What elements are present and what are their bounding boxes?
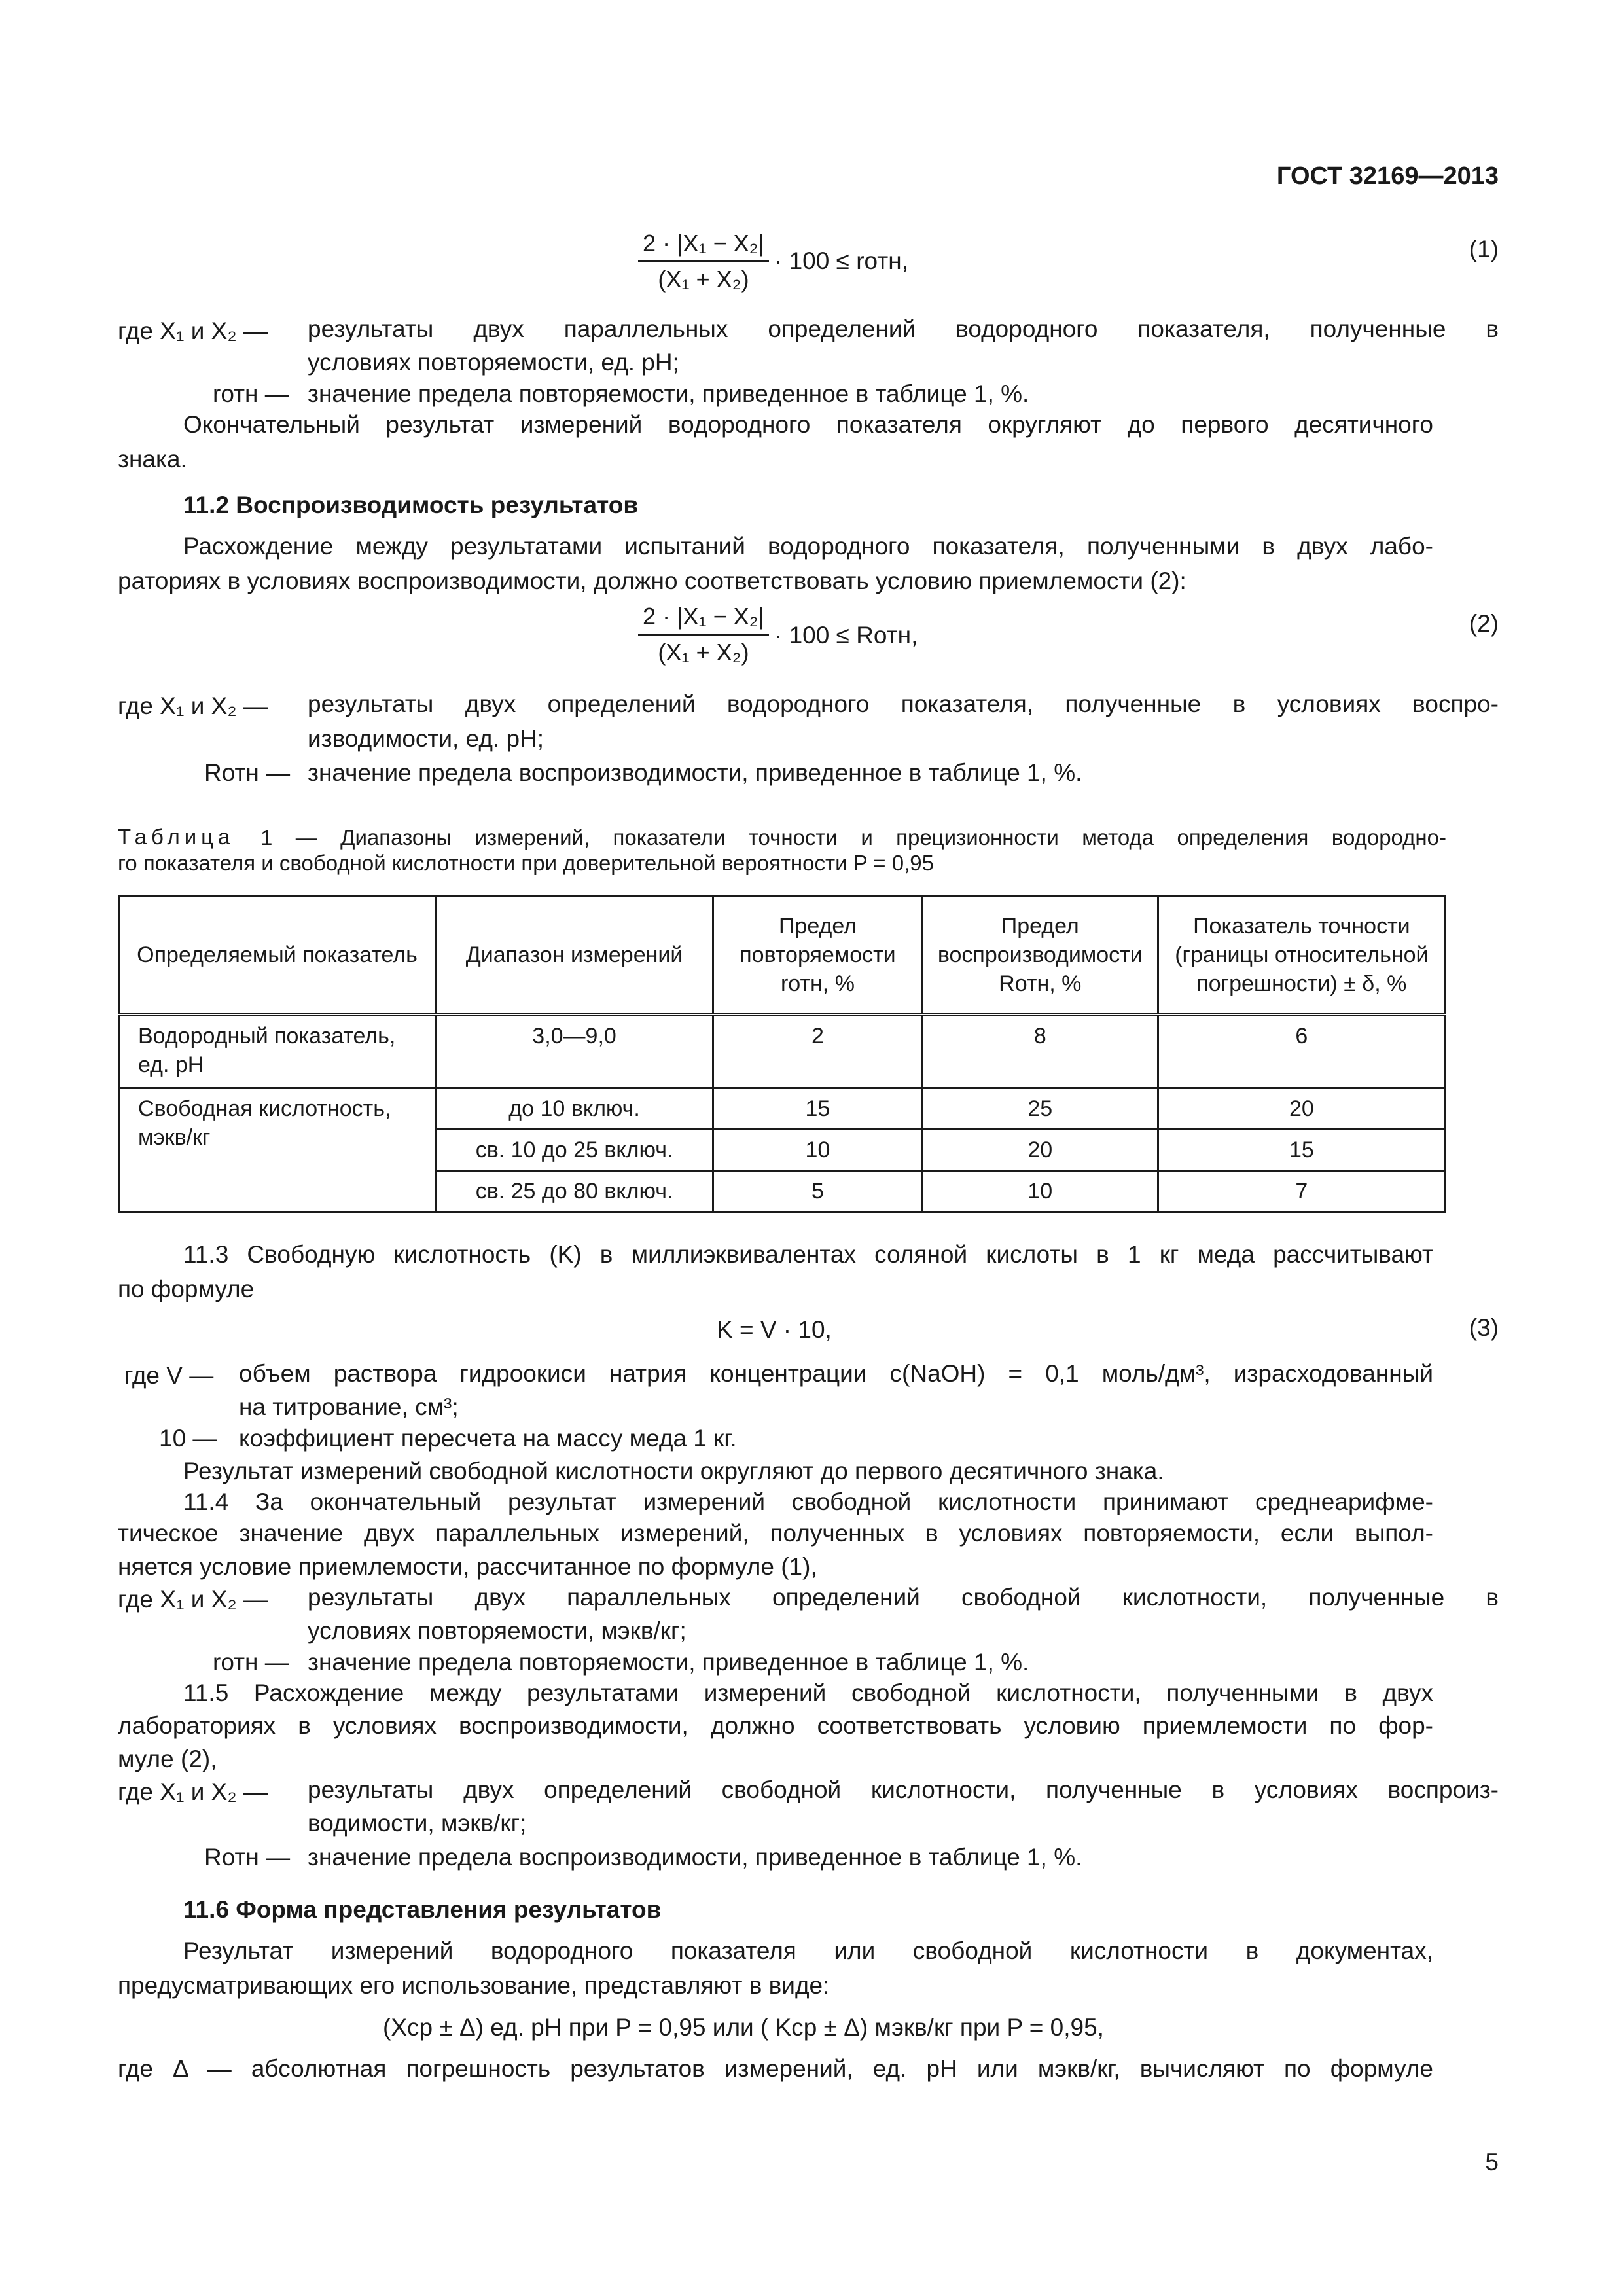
table-row (119, 1014, 1446, 1088)
paragraph: раториях в условиях воспроизводимости, должно соответствовать условию приемлемости (2): (118, 567, 1186, 594)
formula-2-numerator: 2 · |X₁ − X₂| (643, 603, 764, 630)
table-header-row (119, 897, 1446, 1015)
paragraph: муле (2), (118, 1746, 217, 1772)
table-caption: го показателя и свободной кислотности при доверительной вероятности P = 0,95 (118, 851, 934, 875)
table-cell: 3,0—9,0 (436, 1014, 713, 1088)
def-label: Rотн — (204, 759, 291, 786)
def-text: результаты двух определений свободной кислотности, полученные в условиях воспроиз- (308, 1776, 1499, 1803)
def-text: на титрование, см³; (239, 1393, 459, 1420)
table-cell: Свободная кислотность, мэкв/кг (119, 1088, 436, 1212)
document-id: ГОСТ 32169—2013 (1276, 162, 1499, 190)
formula-2-number: (2) (1469, 610, 1499, 637)
formula-1-number: (1) (1469, 236, 1499, 262)
def-label: где X₁ и X₂ — (118, 317, 268, 344)
section-heading: 11.6 Форма представления результатов (183, 1896, 662, 1923)
def-text: результаты двух параллельных определений водородного показателя, полученные в (308, 315, 1499, 342)
formula-2-rhs: · 100 ≤ Rотн, (774, 622, 918, 649)
table-cell: 6 (1158, 1014, 1445, 1088)
formula-1-rhs: · 100 ≤ rотн, (774, 247, 908, 274)
table-cell: 2 (713, 1014, 923, 1088)
table-row (119, 1088, 1446, 1129)
def-text: значение предела повторяемости, приведенное в таблице 1, %. (308, 380, 1029, 407)
paragraph: где Δ — абсолютная погрешность результатов измерений, ед. pH или мэкв/кг, вычисляют по формуле (118, 2055, 1433, 2082)
def-text: значение предела повторяемости, приведенное в таблице 1, %. (308, 1649, 1029, 1676)
formula-1-fraction (638, 228, 769, 295)
formula-2-denominator: (X₁ + X₂) (658, 639, 749, 666)
paragraph: Расхождение между результатами испытаний водородного показателя, полученными в двух лабо- (183, 533, 1433, 560)
table-header-cell: Предел повторяемости rотн, % (713, 897, 923, 1015)
def-text: коэффициент пересчета на массу меда 1 кг. (239, 1425, 737, 1452)
page-number: 5 (1485, 2149, 1499, 2176)
data-table (118, 895, 1446, 1213)
def-label: rотн — (213, 1649, 289, 1676)
paragraph: знака. (118, 446, 187, 473)
formula-3-number: (3) (1469, 1314, 1499, 1341)
paragraph: няется условие приемлемости, рассчитанное по формуле (1), (118, 1553, 817, 1580)
paragraph: 11.4 За окончательный результат измерений свободной кислотности принимают среднеарифме- (183, 1488, 1433, 1515)
formula-result-form: (Xср ± Δ) ед. pH при P = 0,95 или ( Kср ± Δ) мэкв/кг при P = 0,95, (383, 2014, 1104, 2041)
def-label: 10 — (159, 1425, 217, 1452)
formula-1-numerator: 2 · |X₁ − X₂| (643, 230, 764, 257)
table-cell: 20 (922, 1129, 1158, 1170)
table-cell: 10 (713, 1129, 923, 1170)
fraction-bar (638, 634, 769, 636)
paragraph: по формуле (118, 1276, 255, 1302)
table-caption-label: Таблица (118, 825, 235, 849)
table-caption: 1 — Диапазоны измерений, показатели точности и прецизионности метода определения водородно- (260, 825, 1446, 850)
table-cell: 10 (922, 1170, 1158, 1211)
def-label: rотн — (213, 380, 289, 407)
table-cell: св. 10 до 25 включ. (436, 1129, 713, 1170)
def-label: Rотн — (204, 1844, 291, 1871)
table-header-cell: Определяемый показатель (119, 897, 436, 1015)
table-cell: 8 (922, 1014, 1158, 1088)
paragraph: Результат измерений свободной кислотности округляют до первого десятичного знака. (183, 1458, 1164, 1484)
def-text: изводимости, ед. pH; (308, 725, 544, 752)
table-cell: 7 (1158, 1170, 1445, 1211)
table-cell: 20 (1158, 1088, 1445, 1129)
table-header-cell: Диапазон измерений (436, 897, 713, 1015)
def-text: результаты двух параллельных определений свободной кислотности, полученные в (308, 1584, 1499, 1611)
def-label: где X₁ и X₂ — (118, 692, 268, 719)
table-header-cell: Показатель точности (границы относительной погрешности) ± δ, % (1158, 897, 1445, 1015)
paragraph: 11.5 Расхождение между результатами измерений свободной кислотности, полученными в двух (183, 1679, 1433, 1706)
formula-3: K = V · 10, (717, 1316, 832, 1343)
table-header-cell: Предел воспроизводимости Rотн, % (922, 897, 1158, 1015)
def-text: значение предела воспроизводимости, приведенное в таблице 1, %. (308, 759, 1082, 786)
table-cell: 15 (1158, 1129, 1445, 1170)
formula-2-fraction (638, 601, 769, 668)
section-heading: 11.2 Воспроизводимость результатов (183, 492, 639, 518)
def-text: условиях повторяемости, мэкв/кг; (308, 1617, 687, 1644)
def-text: водимости, мэкв/кг; (308, 1810, 527, 1837)
paragraph: Окончательный результат измерений водородного показателя округляют до первого десятичного (183, 411, 1433, 438)
table-cell: Водородный показатель, ед. pH (119, 1014, 436, 1088)
def-label: где X₁ и X₂ — (118, 1586, 268, 1613)
paragraph: Результат измерений водородного показателя или свободной кислотности в документах, (183, 1937, 1433, 1964)
paragraph: 11.3 Свободную кислотность (K) в миллиэквивалентах соляной кислоты в 1 кг меда рассчитывают (183, 1241, 1433, 1268)
def-label: где X₁ и X₂ — (118, 1778, 268, 1805)
table-cell: до 10 включ. (436, 1088, 713, 1129)
table-cell: 15 (713, 1088, 923, 1129)
table-cell: 5 (713, 1170, 923, 1211)
def-text: условиях повторяемости, ед. pH; (308, 349, 679, 376)
paragraph: лабораториях в условиях воспроизводимости, должно соответствовать условию приемлемости по фор- (118, 1712, 1433, 1739)
paragraph: предусматривающих его использование, представляют в виде: (118, 1972, 830, 1999)
def-text: объем раствора гидроокиси натрия концентрации c(NaOH) = 0,1 моль/дм³, израсходованный (239, 1360, 1433, 1387)
def-text: результаты двух определений водородного показателя, полученные в условиях воспро- (308, 691, 1499, 717)
def-text: значение предела воспроизводимости, приведенное в таблице 1, %. (308, 1844, 1082, 1871)
formula-1-denominator: (X₁ + X₂) (658, 266, 749, 293)
table-cell: 25 (922, 1088, 1158, 1129)
table-cell: св. 25 до 80 включ. (436, 1170, 713, 1211)
paragraph: тическое значение двух параллельных измерений, полученных в условиях повторяемости, если выпол- (118, 1520, 1433, 1547)
fraction-bar (638, 260, 769, 262)
def-label: где V — (124, 1362, 214, 1389)
